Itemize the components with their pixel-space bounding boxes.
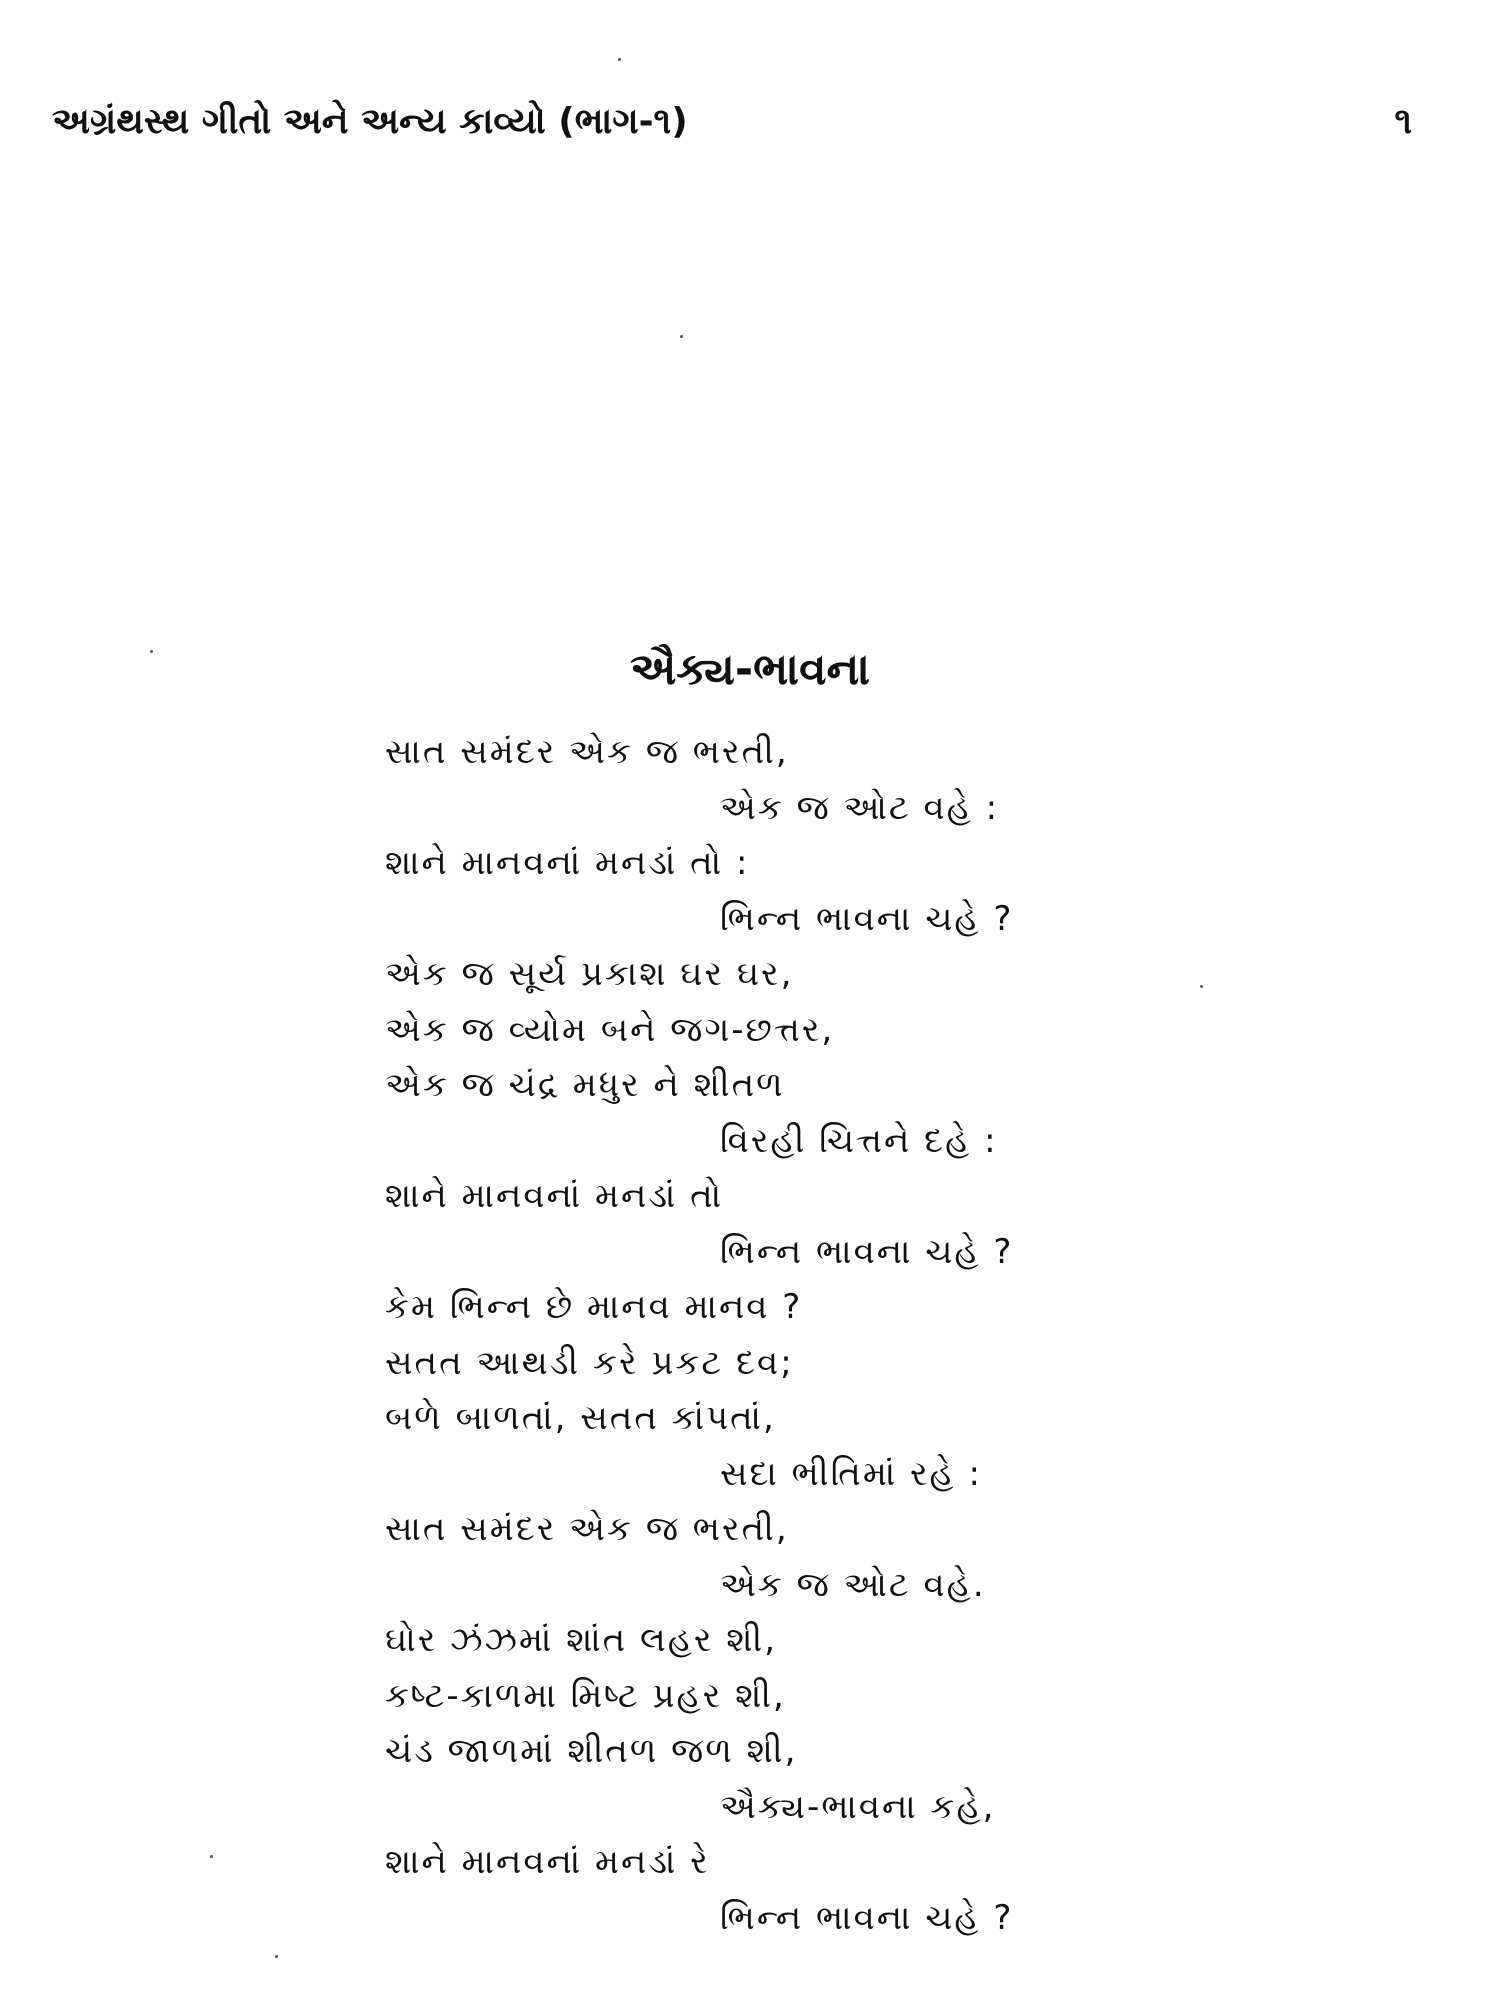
poem-line: કષ્ટ-કાળમા મિષ્ટ પ્રહર શી, [385,1675,786,1716]
poem-line: બળે બાળતાં, સતત કાંપતાં, [385,1398,776,1438]
poem-line: શાને માનવનાં મનડાં તો : [385,843,750,883]
poem-line: એક જ ઓટ વહે. [720,1564,986,1605]
scan-speck [1200,985,1203,988]
poem-line: સાત સમંદર એક જ ભરતી, [385,732,789,772]
running-title: અગ્રંથસ્થ ગીતો અને અન્ય કાવ્યો (ભાગ-૧) [52,101,688,142]
poem-line: વિરહી ચિત્તને દહે : [720,1120,998,1161]
poem-line: ભિન્ન ભાવના ચહે ? [720,898,1014,939]
poem-line: શાને માનવનાં મનડાં તો [385,1176,724,1216]
poem-line: ભિન્ન ભાવના ચહે ? [720,1897,1014,1938]
poem-title: ઐક્ય-ભાવના [629,644,871,695]
scan-speck [618,58,621,61]
scan-speck [150,650,153,653]
poem-line: એક જ ઓટ વહે : [720,787,1000,828]
poem-line: ઘોર ઝંઝમાં શાંત લહર શી, [385,1620,778,1660]
poem-line: ભિન્ન ભાવના ચહે ? [720,1231,1014,1272]
scan-speck [210,1855,213,1858]
poem-line: સદા ભીતિમાં રહે : [720,1453,982,1494]
poem-line: એક જ ચંદ્ર મધુર ને શીતળ [385,1065,785,1105]
page-header [0,0,1500,200]
poem-line: ચંડ જાળમાં શીતળ જળ શી, [385,1731,798,1771]
scan-speck [680,335,683,338]
poem-line: શાને માનવનાં મનડાં રે [385,1842,710,1882]
poem-line: ઐક્ય-ભાવના કહે, [720,1786,996,1827]
poem-line: સતત આથડી કરે પ્રકટ દવ; [385,1342,794,1383]
poem-body [0,725,1500,1946]
poem-line: સાત સમંદર એક જ ભરતી, [385,1509,789,1549]
poem-line: કેમ ભિન્ન છે માનવ માનવ ? [385,1287,803,1327]
poem-line: એક જ સૂર્ય પ્રકાશ ઘર ઘર, [385,954,794,994]
scan-speck [275,1955,278,1958]
poem-line: એક જ વ્યોમ બને જગ-છત્તર, [385,1009,835,1050]
page-number: ૧ [1394,101,1412,142]
